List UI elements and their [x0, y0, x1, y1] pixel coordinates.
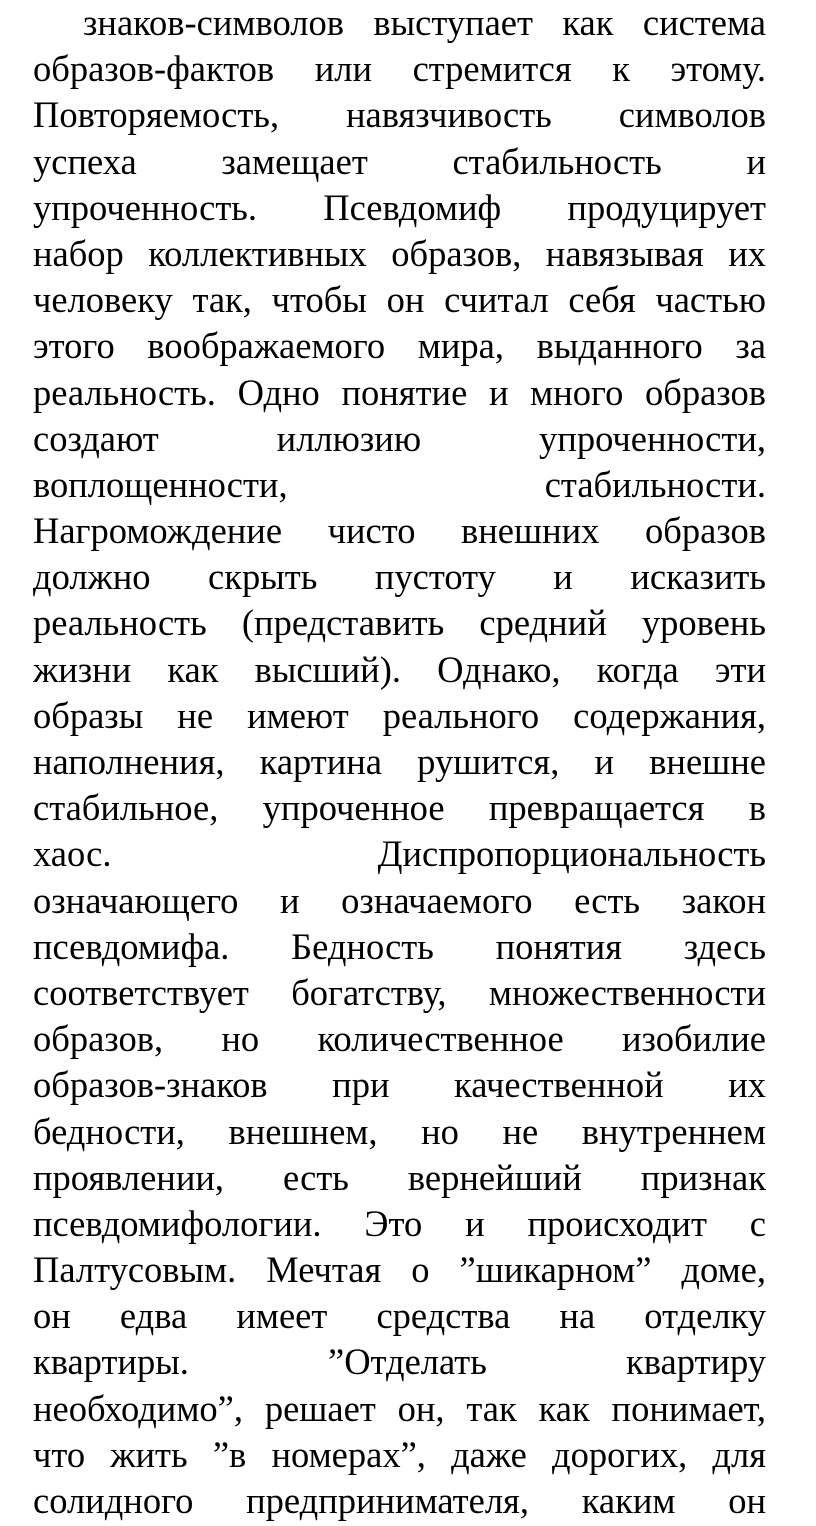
text-line: образы не имеют реального содержания,: [33, 694, 766, 736]
text-line: создают иллюзию упроченности,: [33, 417, 766, 459]
text-line: солидного предпринимателя, каким он: [33, 1480, 766, 1521]
text-line: знаков-символов выступает как система: [83, 2, 766, 43]
text-line: стабильное, упроченное превращается в: [33, 787, 766, 829]
text-line: псевдомифа. Бедность понятия здесь: [33, 925, 766, 967]
text-line: соответствует богатству, множественности: [33, 971, 766, 1013]
text-line: жизни как высший). Однако, когда эти: [33, 648, 766, 690]
text-line: набор коллективных образов, навязывая их: [33, 232, 766, 274]
text-line: хаос. Диспропорциональность: [33, 833, 766, 875]
text-line: образов-фактов или стремится к этому.: [33, 48, 766, 90]
text-line: Палтусовым. Мечтая о ”шикарном” доме,: [33, 1249, 766, 1291]
text-line: образов-знаков при качественной их: [33, 1064, 766, 1106]
document-page: [33, 0, 766, 1524]
text-line: означающего и означаемого есть закон: [33, 879, 766, 921]
text-line: наполнения, картина рушится, и внешне: [33, 741, 766, 782]
text-line: бедности, внешнем, но не внутреннем: [33, 1110, 766, 1152]
text-line: необходимо”, решает он, так как понимает,: [33, 1387, 766, 1429]
text-line: этого воображаемого мира, выданного за: [33, 325, 766, 367]
text-line: что жить ”в номерах”, даже дорогих, для: [33, 1433, 766, 1475]
text-line: человеку так, чтобы он считал себя частью: [33, 279, 766, 321]
text-line: проявлении, есть вернейший признак: [33, 1156, 766, 1198]
text-line: Повторяемость, навязчивость символов: [33, 94, 766, 136]
text-line: успеха замещает стабильность и: [33, 140, 766, 182]
text-line: квартиры. ”Отделать квартиру: [33, 1341, 766, 1383]
text-line: упроченность. Псевдомиф продуцирует: [33, 186, 766, 228]
text-line: образов, но количественное изобилие: [33, 1018, 766, 1060]
text-line: реальность (представить средний уровень: [33, 602, 766, 644]
text-line: воплощенности, стабильности.: [33, 463, 766, 505]
text-line: он едва имеет средства на отделку: [33, 1295, 766, 1337]
text-line: должно скрыть пустоту и исказить: [33, 556, 766, 598]
text-line: реальность. Одно понятие и много образов: [33, 371, 766, 413]
text-line: псевдомифологии. Это и происходит с: [33, 1202, 766, 1244]
text-line: Нагромождение чисто внешних образов: [33, 510, 766, 552]
